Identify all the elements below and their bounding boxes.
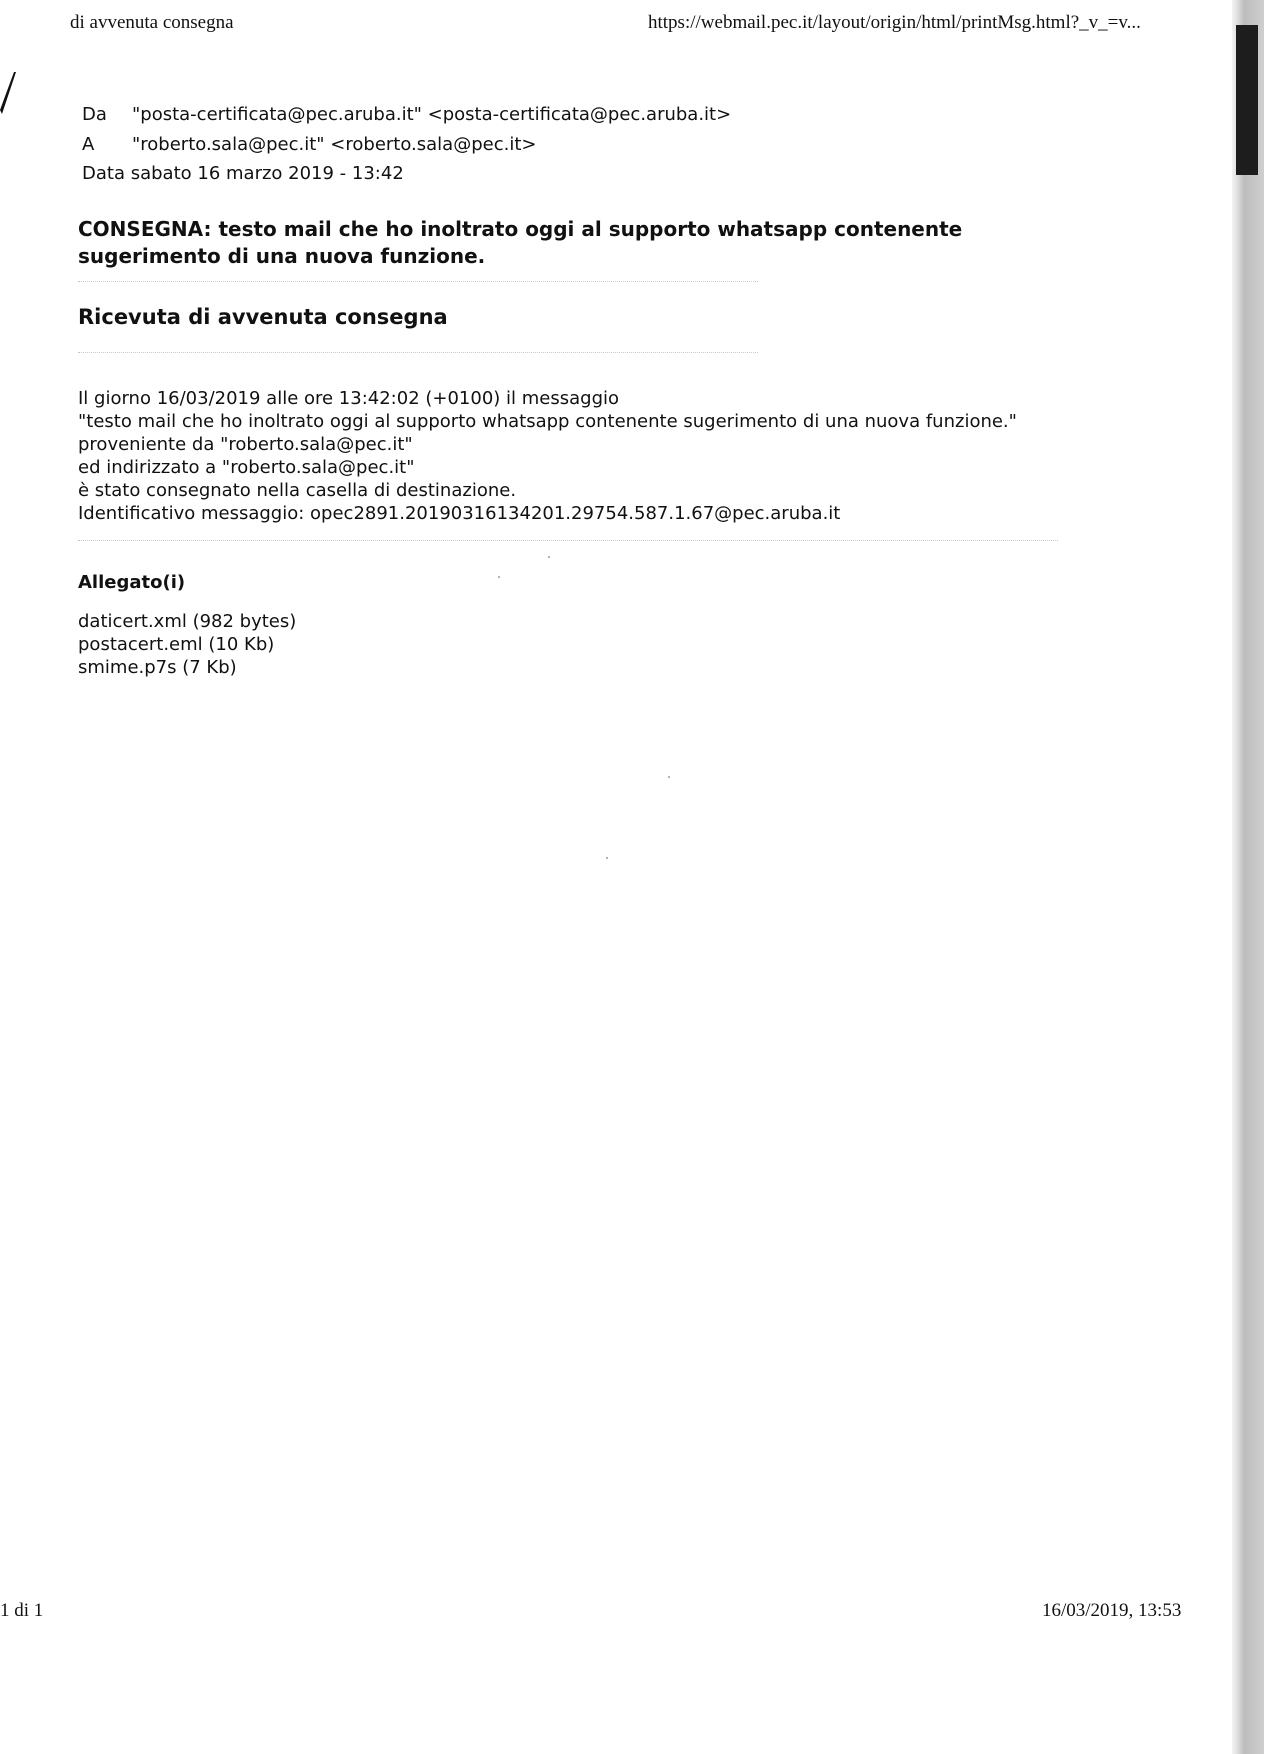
scan-edge-shadow (1232, 0, 1264, 1754)
attachment-item[interactable]: postacert.eml (10 Kb) (78, 634, 275, 655)
divider (78, 352, 758, 353)
attachment-item[interactable]: smime.p7s (7 Kb) (78, 657, 237, 678)
receipt-line: è stato consegnato nella casella di destinazione. (78, 480, 517, 501)
meta-to (82, 134, 536, 155)
scan-speck (668, 776, 670, 778)
pen-mark (0, 70, 18, 116)
attachments-title: Allegato(i) (78, 572, 186, 593)
receipt-body (78, 387, 1017, 525)
meta-to-label: A (82, 134, 95, 155)
print-footer-page: 1 di 1 (0, 1600, 44, 1621)
divider (78, 281, 758, 282)
scan-speck (606, 857, 608, 859)
scan-speck (498, 576, 500, 578)
meta-date-value: sabato 16 marzo 2019 - 13:42 (130, 163, 404, 184)
meta-to-value: "roberto.sala@pec.it" <roberto.sala@pec.it> (132, 134, 537, 155)
meta-from-value: "posta-certificata@pec.aruba.it" <posta-certificata@pec.aruba.it> (132, 104, 732, 125)
receipt-line: "testo mail che ho inoltrato oggi al supporto whatsapp contenente sugerimento di una nuova funzione." (78, 411, 1017, 432)
receipt-line: proveniente da "roberto.sala@pec.it" (78, 434, 413, 455)
attachment-item[interactable]: daticert.xml (982 bytes) (78, 611, 297, 632)
print-header-url: https://webmail.pec.it/layout/origin/html/printMsg.html?_v_=v... (648, 12, 1141, 33)
print-header-title: di avvenuta consegna (70, 12, 234, 33)
attachments-list (78, 610, 296, 679)
print-footer-datetime: 16/03/2019, 13:53 (1042, 1600, 1182, 1621)
receipt-line: Il giorno 16/03/2019 alle ore 13:42:02 (+0100) il messaggio (78, 388, 620, 409)
scan-speck (548, 556, 550, 558)
subject-line-2: sugerimento di una nuova funzione. (78, 244, 486, 268)
meta-from (82, 104, 731, 125)
message-subject (78, 216, 978, 270)
meta-from-label: Da (82, 104, 107, 125)
meta-date-label: Data (82, 163, 125, 184)
receipt-line: ed indirizzato a "roberto.sala@pec.it" (78, 457, 415, 478)
subject-line-1: CONSEGNA: testo mail che ho inoltrato oggi al supporto whatsapp contenente (78, 217, 963, 241)
receipt-title: Ricevuta di avvenuta consegna (78, 305, 448, 329)
receipt-line: Identificativo messaggio: opec2891.20190316134201.29754.587.1.67@pec.aruba.it (78, 503, 841, 524)
meta-date (82, 163, 404, 184)
divider (78, 540, 1058, 541)
